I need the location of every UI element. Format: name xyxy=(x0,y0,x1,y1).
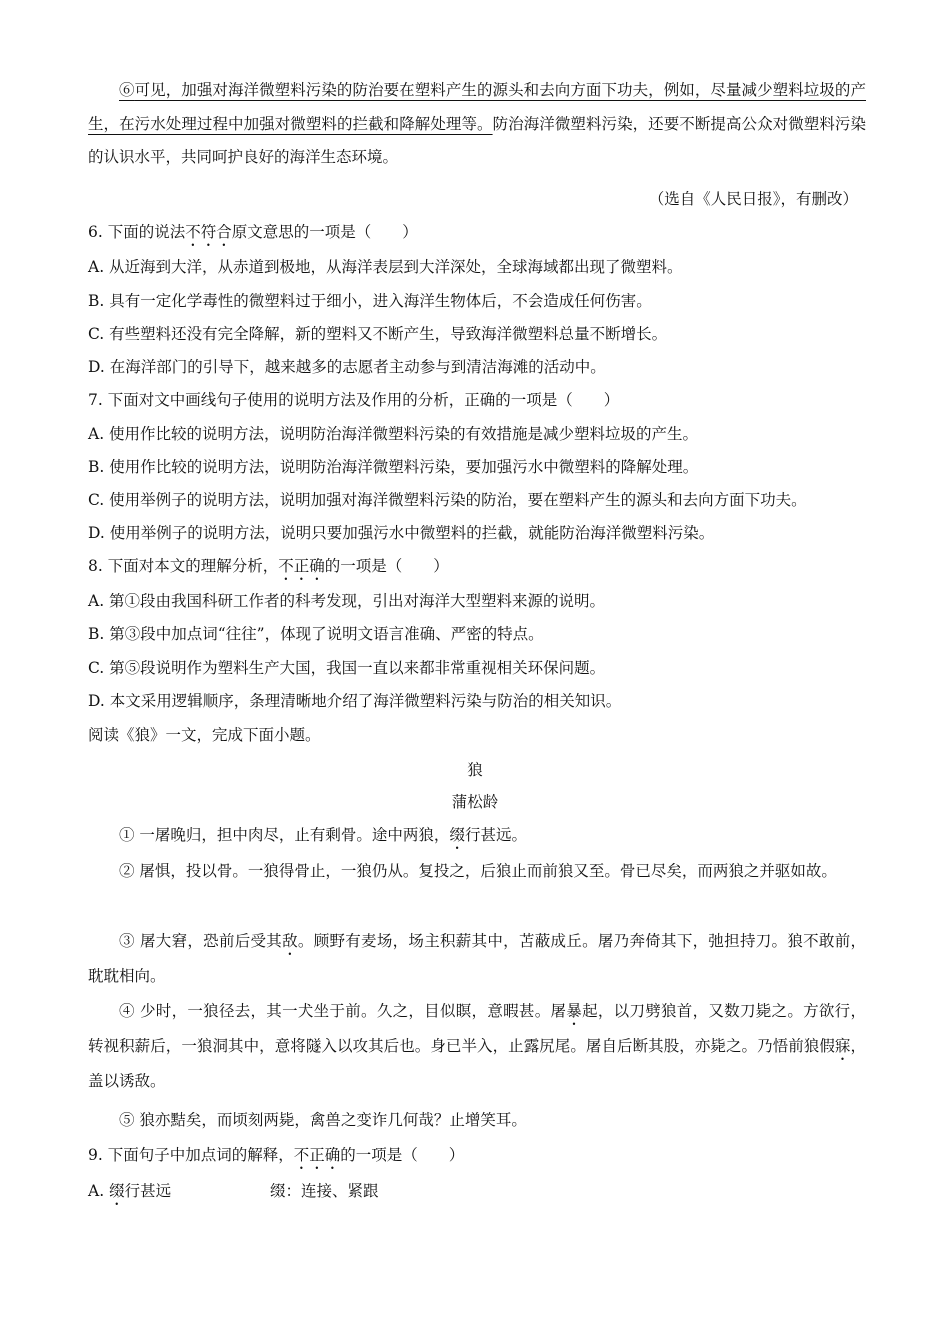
dotted-words: 不符合 xyxy=(185,223,232,241)
dotted-word: 缀 xyxy=(109,1182,125,1200)
dotted-word: 暴 xyxy=(566,1002,583,1020)
question-6-stem: 6. 下面的说法不符合原文意思的一项是（ ） xyxy=(88,223,418,241)
question-6-option-d: D. 在海洋部门的引导下，越来越多的志愿者主动参与到清洁海滩的活动中。 xyxy=(88,358,606,376)
question-7-option-d: D. 使用举例子的说明方法，说明只要加强污水中微塑料的拦截，就能防治海洋微塑料污染。 xyxy=(88,524,715,542)
wolf-paragraph-3: ③ 屠大窘，恐前后受其敌。顾野有麦场，场主积薪其中，苫蔽成丘。屠乃奔倚其下，弛担持刀。狼不敢前，耽耽相向。 xyxy=(88,932,866,985)
dotted-word: 寐 xyxy=(834,1037,851,1055)
dotted-words: 不正确 xyxy=(293,1146,341,1164)
underlined-sentence: 可见，加强对海洋微塑料污染的防治要在塑料产生的源头和去向方面下功夫，例如，尽量减少塑料垃圾的产生，在污水处理过程中加强对微塑料的拦截和降解处理等。 xyxy=(88,81,866,133)
paragraph-number: ⑥ xyxy=(119,81,135,99)
dotted-word: 敌 xyxy=(282,932,298,950)
wolf-paragraph-2: ② 屠惧，投以骨。一狼得骨止，一狼仍从。复投之，后狼止而前狼又至。骨已尽矣，而两狼之并驱如故。 xyxy=(119,862,837,880)
passage-paragraph-6 xyxy=(88,74,866,175)
dotted-word: 缀 xyxy=(449,826,465,844)
question-8-option-b: B. 第③段中加点词“往往”，体现了说明文语言准确、严密的特点。 xyxy=(88,625,544,643)
question-8-option-d: D. 本文采用逻辑顺序，条理清晰地介绍了海洋微塑料污染与防治的相关知识。 xyxy=(88,692,622,710)
question-6-option-a: A. 从近海到大洋，从赤道到极地，从海洋表层到大洋深处，全球海域都出现了微塑料。 xyxy=(88,258,683,276)
question-9-option-a: A. 缀行甚远 xyxy=(88,1182,172,1200)
question-8-option-a: A. 第①段由我国科研工作者的科考发现，引出对海洋大型塑料来源的说明。 xyxy=(88,592,606,610)
question-6-option-c: C. 有些塑料还没有完全降解，新的塑料又不断产生，导致海洋微塑料总量不断增长。 xyxy=(88,325,668,343)
source-note: （选自《人民日报》，有删改） xyxy=(648,190,858,208)
question-9-option-a-explanation: 缀：连接、紧跟 xyxy=(270,1182,379,1200)
question-7-stem: 7. 下面对文中画线句子使用的说明方法及作用的分析，正确的一项是（ ） xyxy=(88,391,620,409)
paragraph-text: 防治海洋微塑料污染，还要不断提高公众对微塑料污染的认识水平，共同呵护良好的海洋生态环境。 xyxy=(88,114,866,166)
question-6-option-b: B. 具有一定化学毒性的微塑料过于细小，进入海洋生物体后，不会造成任何伤害。 xyxy=(88,292,652,310)
passage-author: 蒲松龄 xyxy=(451,793,499,811)
wolf-paragraph-4: ④ 少时，一狼径去，其一犬坐于前。久之，目似瞑，意暇甚。屠暴起，以刀劈狼首，又数刀毙之。方欲行，转视积薪后，一狼洞其中，意将隧入以攻其后也。身已半入，止露尻尾。屠自后断其股，亦毙之。乃悟前狼假寐，盖以诱敌。 xyxy=(88,1002,866,1090)
question-8-option-c: C. 第⑤段说明作为塑料生产大国，我国一直以来都非常重视相关环保问题。 xyxy=(88,659,606,677)
reading-intro: 阅读《狼》一文，完成下面小题。 xyxy=(88,726,321,744)
wolf-paragraph-1: ① 一屠晚归，担中肉尽，止有剩骨。途中两狼，缀行甚远。 xyxy=(119,826,527,844)
dotted-words: 不正确 xyxy=(278,557,325,575)
question-7-option-b: B. 使用作比较的说明方法，说明防治海洋微塑料污染，要加强污水中微塑料的降解处理。 xyxy=(88,458,699,476)
question-7-option-c: C. 使用举例子的说明方法，说明加强对海洋微塑料污染的防治，要在塑料产生的源头和去向方面下功夫。 xyxy=(88,491,807,509)
passage-title: 狼 xyxy=(467,761,483,779)
question-9-stem: 9. 下面句子中加点词的解释，不正确的一项是（ ） xyxy=(88,1146,465,1164)
question-7-option-a: A. 使用作比较的说明方法，说明防治海洋微塑料污染的有效措施是减少塑料垃圾的产生。 xyxy=(88,425,699,443)
question-8-stem: 8. 下面对本文的理解分析，不正确的一项是（ ） xyxy=(88,557,449,575)
wolf-paragraph-5: ⑤ 狼亦黠矣，而顷刻两毙，禽兽之变诈几何哉？止增笑耳。 xyxy=(119,1111,527,1129)
